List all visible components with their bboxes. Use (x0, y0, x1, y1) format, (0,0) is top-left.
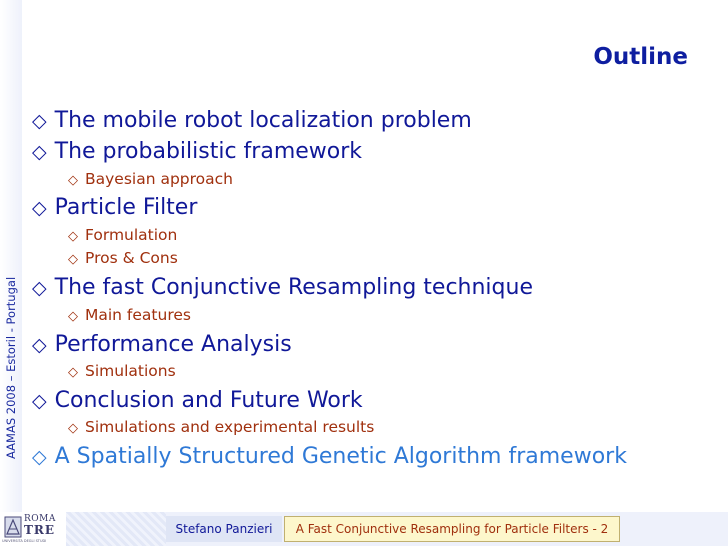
bullet-item (32, 388, 363, 413)
sub-bullet-item (68, 226, 177, 244)
bullet-text: The fast Conjunctive Resampling technique (54, 275, 533, 300)
bullet-text: The mobile robot localization problem (54, 108, 472, 133)
diamond-bullet-icon: ◇ (68, 309, 78, 324)
diamond-bullet-icon: ◇ (32, 197, 47, 219)
bullet-item (32, 108, 472, 133)
slide-title: Outline (593, 44, 688, 70)
sub-bullet-item (68, 249, 178, 267)
sub-bullet-text: Simulations and experimental results (85, 418, 375, 436)
diamond-bullet-icon: ◇ (68, 229, 78, 244)
bullet-item (32, 195, 197, 220)
diamond-bullet-icon: ◇ (32, 277, 47, 299)
footer-author: Stefano Panzieri (166, 516, 282, 542)
bullet-item-highlighted (32, 444, 627, 469)
sub-bullet-item (68, 418, 374, 436)
bullet-text: The probabilistic framework (54, 139, 363, 164)
bullet-text: Particle Filter (54, 195, 198, 220)
diamond-bullet-icon: ◇ (32, 334, 47, 356)
diamond-bullet-icon: ◇ (68, 173, 78, 188)
sub-bullet-text: Bayesian approach (85, 170, 234, 188)
university-emblem-icon (4, 516, 22, 538)
sub-bullet-item (68, 362, 176, 380)
diamond-bullet-icon: ◇ (68, 421, 78, 436)
diamond-bullet-icon: ◇ (32, 390, 47, 412)
diamond-bullet-icon: ◇ (32, 110, 47, 132)
logo-roma-text: ROMA (24, 514, 56, 524)
diamond-bullet-icon: ◇ (32, 446, 47, 468)
diamond-bullet-icon: ◇ (68, 365, 78, 380)
sub-bullet-item (68, 170, 233, 188)
logo-subtitle: UNIVERSITÀ DEGLI STUDI (2, 539, 47, 543)
sub-bullet-item (68, 306, 191, 324)
diamond-bullet-icon: ◇ (32, 141, 47, 163)
footer-texture (66, 512, 166, 546)
bullet-item (32, 275, 533, 300)
footer-talk-title: A Fast Conjunctive Resampling for Particle Filters - 2 (284, 516, 620, 542)
bullet-text: Conclusion and Future Work (54, 388, 363, 413)
bullet-text: Performance Analysis (54, 332, 292, 357)
sub-bullet-text: Pros & Cons (85, 249, 178, 267)
logo-tre-text: TRE (24, 523, 56, 537)
conference-caption: AAMAS 2008 – Estoril - Portugal (4, 276, 18, 459)
sub-bullet-text: Simulations (85, 362, 176, 380)
diamond-bullet-icon: ◇ (68, 252, 78, 267)
bullet-item (32, 332, 292, 357)
sub-bullet-text: Main features (85, 306, 191, 324)
bullet-text: A Spatially Structured Genetic Algorithm framework (54, 444, 627, 469)
bullet-item (32, 139, 362, 164)
sub-bullet-text: Formulation (85, 226, 178, 244)
